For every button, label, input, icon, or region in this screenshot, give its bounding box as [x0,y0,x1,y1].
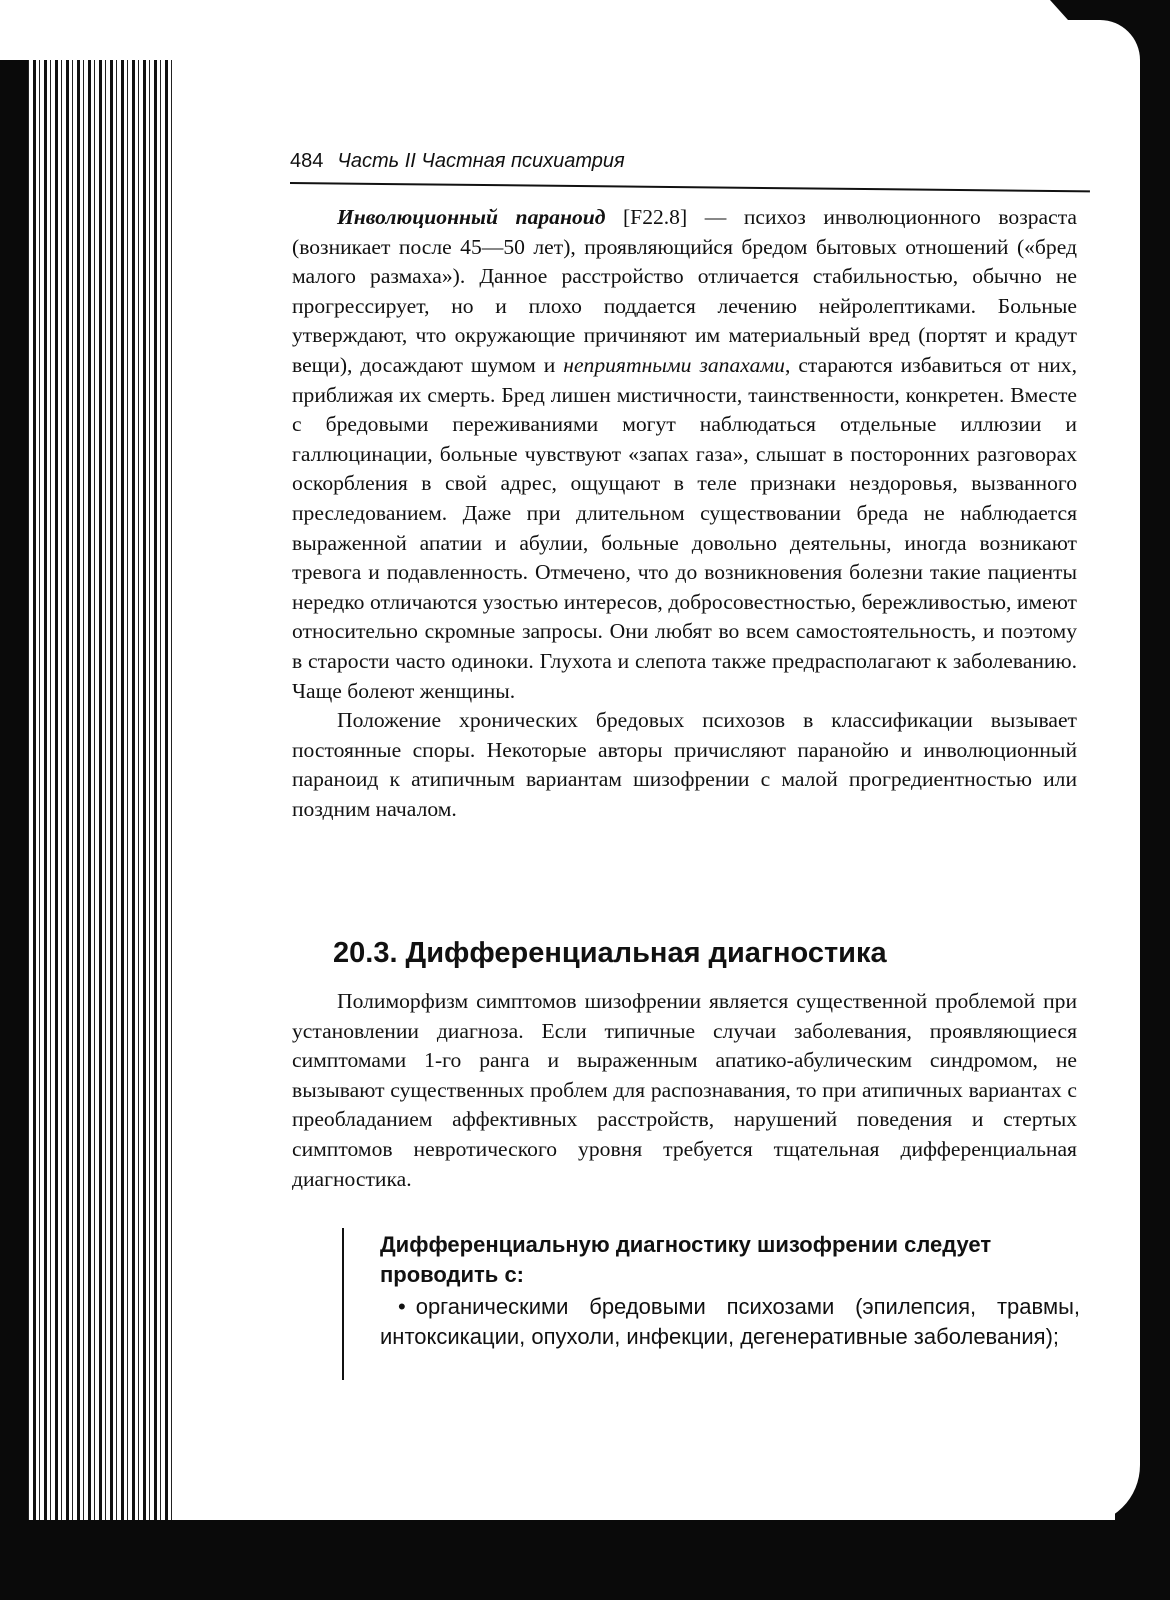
paragraph-classification: Положение хронических бредовых психозов в классификации вызывает постоянные споры. Некоторые авторы причисляют паранойю и инволюционный параноид к атипичным вариантам шизофрении с малой прогредиентностью или поздним началом. [292,708,1077,821]
differential-text [292,987,1077,1194]
icd-code: [F22.8] — [605,205,744,229]
bottom-background [0,1520,1170,1600]
page-edge-top [0,0,190,60]
callout-item-text: органическими бредовыми психозами (эпилепсия, травмы, интоксикации, опухоли, инфекции, дегенеративные заболевания); [380,1294,1080,1349]
book-spine-shadow [0,60,28,1600]
bullet-icon: • [398,1294,406,1319]
callout-title: Дифференциальную диагностику шизофрении следует проводить с: [380,1232,992,1287]
paragraph1-text-b: , стараются избавиться от них, приближая их смерть. Бред лишен мистичности, таинственности, конкретен. Вместе с бредовыми переживаниями могут наблюдаться отдельные иллюзии и галлюцинации, больные чувствуют «запах газа», слышат в посторонних разговорах оскорбления в свой адрес, ощущают в теле признаки нездоровья, вызванного преследованием. Даже при длительном существовании бреда не наблюдается выраженной апатии и абулии, больные довольно деятельны, иногда возникают тревога и подавленность. Отмечено, что до возникновения болезни такие пациенты нередко отличаются узостью интересов, добросовестностью, бережливостью, имеют относительно скромные запросы. Они любят во всем самостоятельность, и поэтому в старости часто одиноки. Глухота и слепота также предрасполагают к заболеванию. Чаще болеют женщины. [292,352,1078,703]
page-number: 484 [290,150,324,172]
paragraph-involutional-paranoid [292,203,1077,706]
book-page-edges [0,0,190,1600]
term-involutional-paranoid: Инволюционный параноид [337,205,606,229]
running-head [290,150,1070,173]
section-heading: 20.3. Дифференциальная диагностика [333,937,887,969]
paragraph1-italic: неприятными запахами [563,352,785,377]
paragraph-differential: Полиморфизм симптомов шизофрении является существенной проблемой при установлении диагноза. Если типичные случаи заболевания, проявляющиеся симптомами 1-го ранга и выраженным апатико-абулическим синдромом, не вызывают существенных проблем для распознавания, то при атипичных вариантах с преобладанием аффективных расстройств, нарушений поведения и стертых симптомов невротического уровня требуется тщательная дифференциальная диагностика. [292,989,1077,1191]
callout-list-item [380,1292,1080,1352]
running-head-title: Часть II Частная психиатрия [337,150,625,172]
paragraph1-text-a: психоз инволюционного возраста (возникает после 45—50 лет), проявляющийся бредом бытовых отношений («бред малого размаха»). Данное расстройство отличается стабильностью, обычно не прогрессирует, но и плохо поддается лечению нейролептиками. Больные утверждают, что окружающие причиняют им материальный вред (портят и крадут вещи), досаждают шумом и [292,205,1077,377]
main-text [292,203,1077,824]
